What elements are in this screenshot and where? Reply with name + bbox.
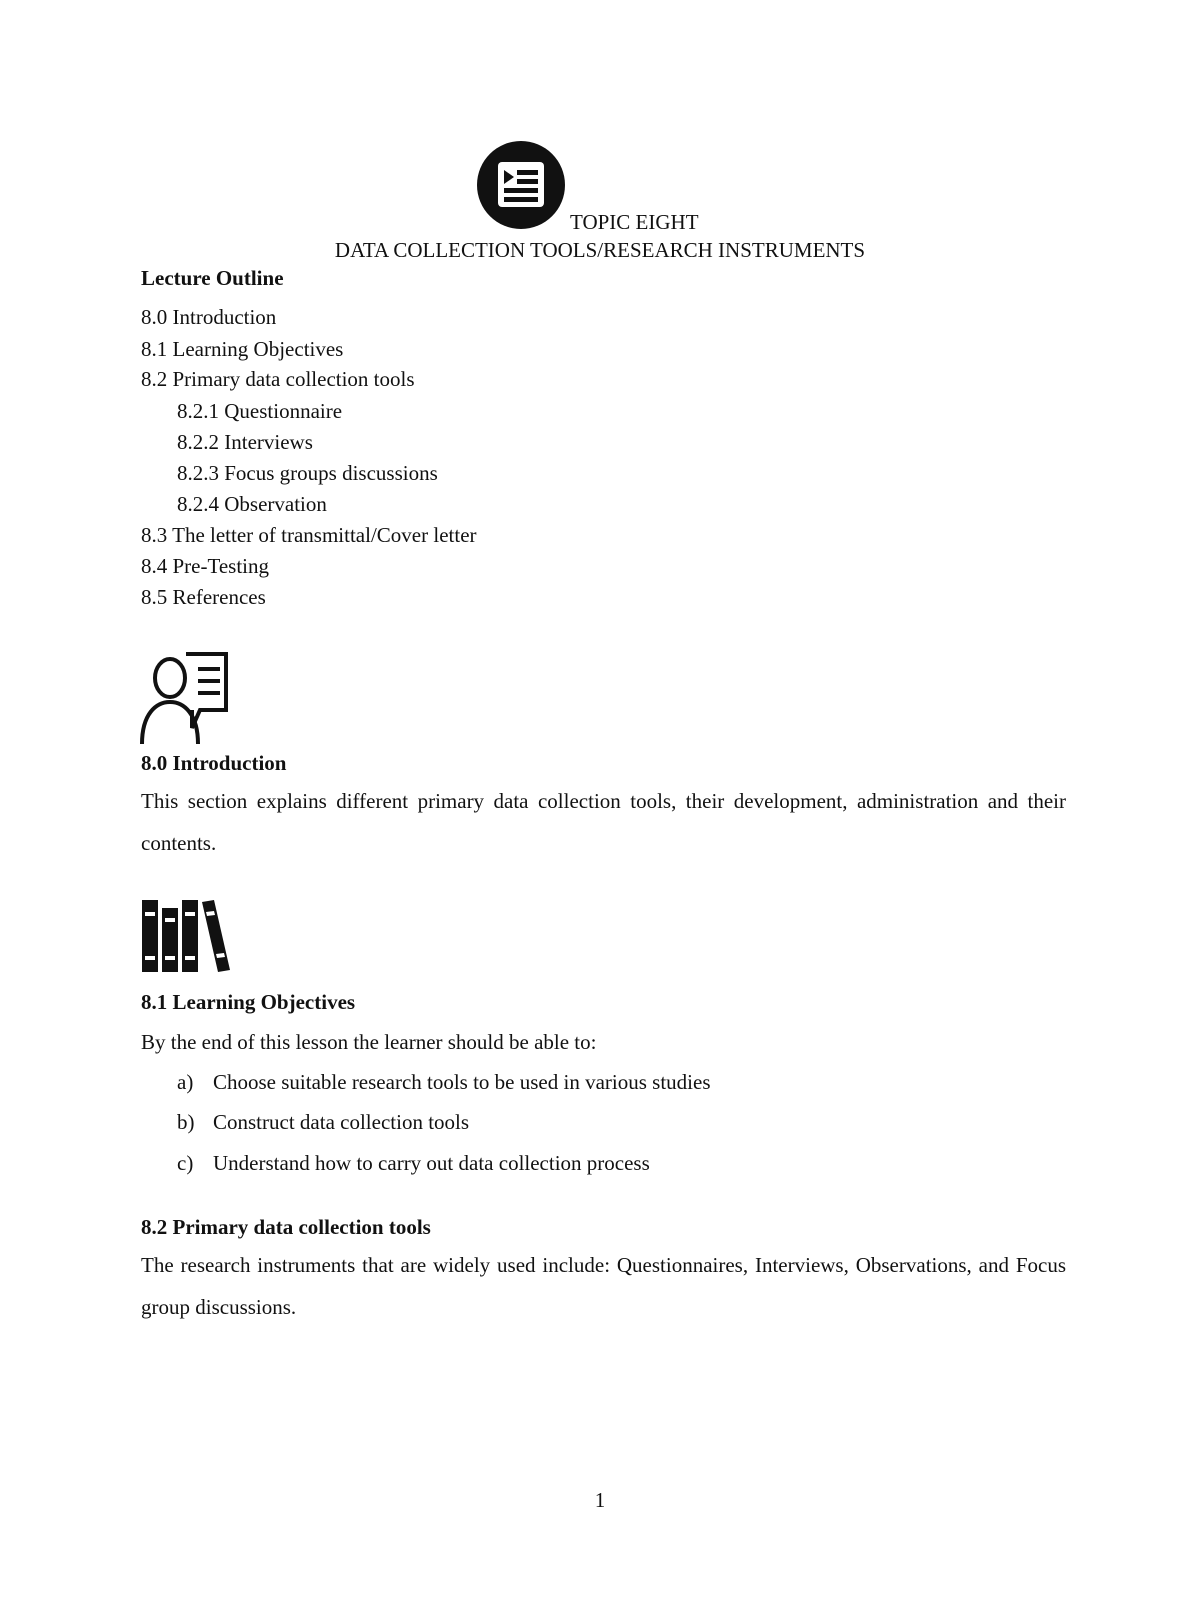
outline-subitem: 8.2.1 Questionnaire <box>177 399 343 423</box>
primary-tools-heading: 8.2 Primary data collection tools <box>141 1215 431 1239</box>
topic-label: TOPIC EIGHT <box>570 210 699 234</box>
introduction-heading: 8.0 Introduction <box>141 751 287 775</box>
list-marker: b) <box>177 1110 195 1134</box>
outline-item: 8.1 Learning Objectives <box>141 337 344 361</box>
list-item: Choose suitable research tools to be used in various studies <box>213 1070 711 1094</box>
list-item: Construct data collection tools <box>213 1110 470 1134</box>
outline-item: 8.4 Pre-Testing <box>141 554 270 578</box>
outline-item: 8.5 References <box>141 585 266 609</box>
outline-item: 8.3 The letter of transmittal/Cover letter <box>141 523 477 547</box>
presentation-icon <box>476 140 566 230</box>
introduction-body: This section explains different primary data collection tools, their development, administration and their contents. <box>141 789 1066 855</box>
outline-subitem: 8.2.2 Interviews <box>177 430 313 454</box>
document-title: DATA COLLECTION TOOLS/RESEARCH INSTRUMENTS <box>334 238 866 262</box>
list-marker: c) <box>177 1151 194 1175</box>
objectives-heading: 8.1 Learning Objectives <box>141 990 356 1014</box>
primary-tools-body: The research instruments that are widely used include: Questionnaires, Interviews, Observations, and Focus group discussions. <box>141 1253 1066 1319</box>
outline-heading: Lecture Outline <box>141 266 284 290</box>
list-item: Understand how to carry out data collection process <box>213 1151 650 1175</box>
outline-subitem: 8.2.4 Observation <box>177 492 327 516</box>
outline-item: 8.2 Primary data collection tools <box>141 367 415 391</box>
page-number: 1 <box>594 1488 606 1512</box>
list-marker: a) <box>177 1070 194 1094</box>
books-icon <box>140 898 232 974</box>
outline-subitem: 8.2.3 Focus groups discussions <box>177 461 438 485</box>
outline-item: 8.0 Introduction <box>141 305 277 329</box>
objectives-intro: By the end of this lesson the learner should be able to: <box>141 1030 597 1054</box>
speaker-icon <box>140 652 232 744</box>
